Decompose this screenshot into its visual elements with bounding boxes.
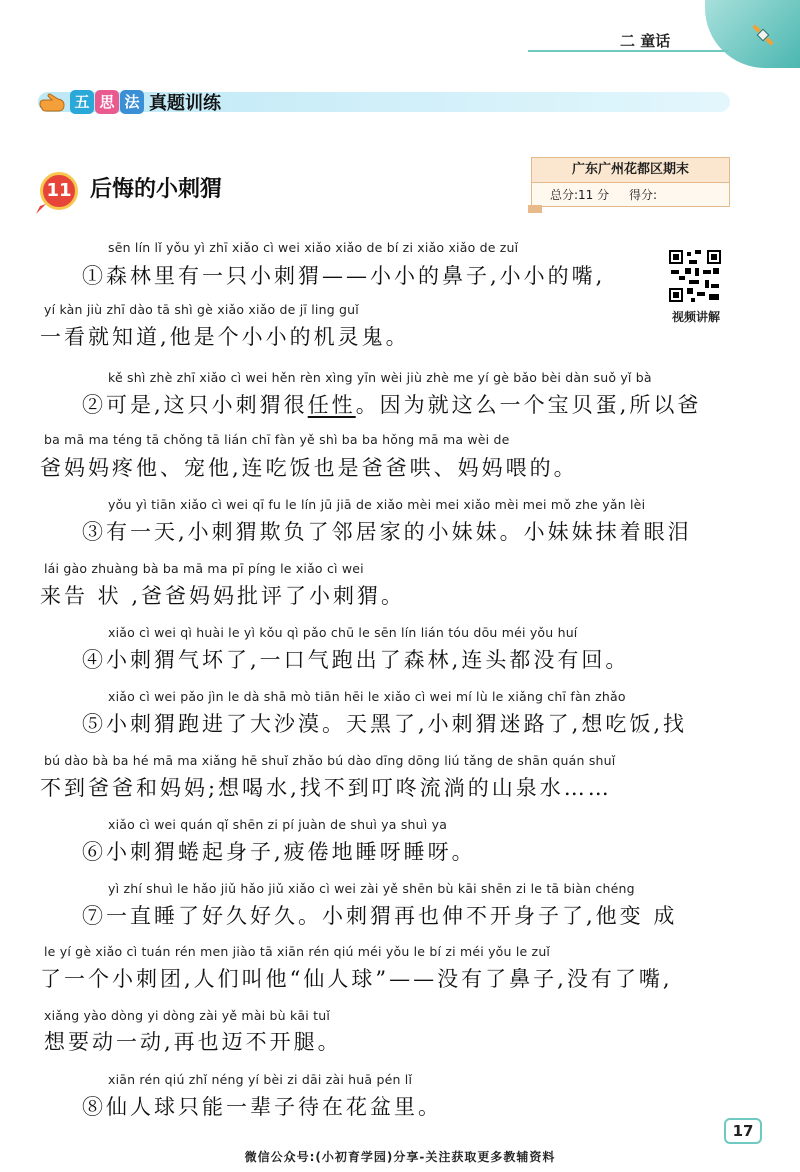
chapter-title: 二 童话 <box>620 32 671 50</box>
text-line: ⑦一直睡了好久好久。小刺猬再也伸不开身子了,他变 成 <box>82 904 678 928</box>
qr-code-icon[interactable] <box>667 248 723 304</box>
underlined-word: 任性 <box>307 393 356 417</box>
pinyin-line: sēn lín lǐ yǒu yì zhī xiǎo cì wei xiǎo xiǎo de bí zi xiǎo xiǎo de zuǐ <box>108 240 519 255</box>
score-label: 得分: <box>628 188 658 202</box>
pin-tail-icon <box>36 204 46 214</box>
pinyin-line: xiǎo cì wei pǎo jìn le dà shā mò tiān hēi le xiǎo cì wei mí lù le xiǎng chī fàn zhǎo <box>108 689 626 704</box>
text-line <box>82 389 701 419</box>
pinyin-line: xiǎo cì wei qì huài le yì kǒu qì pǎo chū le sēn lín lián tóu dōu méi yǒu huí <box>108 625 578 640</box>
qr-label: 视频讲解 <box>671 310 720 324</box>
text-line: 一看就知道,他是个小小的机灵鬼。 <box>40 325 410 349</box>
text-line: ⑥小刺猬蜷起身子,疲倦地睡呀睡呀。 <box>82 840 476 864</box>
text-segment: 。因为就这么一个宝贝蛋,所以爸 <box>355 393 702 417</box>
score-box-tab <box>528 205 542 213</box>
pinyin-line: xiǎng yào dòng yi dòng zài yě mài bù kāi tuǐ <box>44 1008 330 1023</box>
exam-source: 广东广州花都区期末 <box>532 158 729 183</box>
badge-char: 法 <box>120 90 144 114</box>
score-box <box>531 157 730 207</box>
pinyin-line: xiān rén qiú zhǐ néng yí bèi zi dāi zài huā pén lǐ <box>108 1072 413 1087</box>
lesson-title: 后悔的小刺猬 <box>90 177 223 202</box>
pointing-hand-icon <box>38 92 68 114</box>
page-number: 17 <box>724 1118 762 1144</box>
pinyin-line: ba mā ma téng tā chǒng tā lián chī fàn yě shì ba ba hǒng mā ma wèi de <box>44 432 510 447</box>
text-line: 想要动一动,再也迈不开腿。 <box>44 1030 342 1054</box>
pinyin-line: kě shì zhè zhī xiǎo cì wei hěn rèn xìng yīn wèi jiù zhè me yí gè bǎo bèi dàn suǒ yǐ bà <box>108 370 652 385</box>
text-line: ①森林里有一只小刺猬——小小的鼻子,小小的嘴, <box>82 264 606 288</box>
pinyin-line: yì zhí shuì le hǎo jiǔ hǎo jiǔ xiǎo cì wei zài yě shēn bù kāi shēn zi le tā biàn chéng <box>108 881 635 896</box>
text-line: ⑧仙人球只能一辈子待在花盆里。 <box>82 1095 442 1119</box>
lesson-number: 11 <box>40 172 78 210</box>
total-score: 总分:11 分 <box>550 188 610 202</box>
pinyin-line: xiǎo cì wei quán qǐ shēn zi pí juàn de shuì ya shuì ya <box>108 817 448 832</box>
text-line: 爸妈妈疼他、宠他,连吃饭也是爸爸哄、妈妈喂的。 <box>40 456 578 480</box>
pinyin-line: le yí gè xiǎo cì tuán rén men jiào tā xiān rén qiú méi yǒu le bí zi méi yǒu le zuǐ <box>44 944 551 959</box>
banner-title: 真题训练 <box>149 93 221 114</box>
text-line: ⑤小刺猬跑进了大沙漠。天黑了,小刺猬迷路了,想吃饭,找 <box>82 712 688 736</box>
satellite-icon <box>748 20 778 50</box>
pinyin-line: bú dào bà ba hé mā ma xiǎng hē shuǐ zhǎo bú dào dīng dōng liú tǎng de shān quán shuǐ <box>44 753 616 768</box>
method-badge <box>70 89 221 115</box>
text-line: 来告 状 ,爸爸妈妈批评了小刺猬。 <box>40 584 406 608</box>
pinyin-line: lái gào zhuàng bà ba mā ma pī píng le xiǎo cì wei <box>44 561 364 576</box>
pinyin-line: yí kàn jiù zhī dào tā shì gè xiǎo xiǎo de jī ling guǐ <box>44 302 359 317</box>
text-line: ③有一天,小刺猬欺负了邻居家的小妹妹。小妹妹抹着眼泪 <box>82 520 692 544</box>
score-row <box>532 183 729 207</box>
pinyin-line: yǒu yì tiān xiǎo cì wei qī fu le lín jū jiā de xiǎo mèi mei xiǎo mèi mei mǒ zhe yǎn lèi <box>108 497 646 512</box>
footer-note: 微信公众号:(小初育学园)分享-关注获取更多教辅资料 <box>244 1150 556 1164</box>
text-line: 了一个小刺团,人们叫他“仙人球”——没有了鼻子,没有了嘴, <box>40 967 673 991</box>
text-segment: ②可是,这只小刺猬很 <box>82 393 308 417</box>
text-line: 不到爸爸和妈妈;想喝水,找不到叮咚流淌的山泉水…… <box>40 776 612 800</box>
chapter-divider <box>528 50 728 52</box>
badge-char: 五 <box>70 90 94 114</box>
text-line: ④小刺猬气坏了,一口气跑出了森林,连头都没有回。 <box>82 648 630 672</box>
badge-char: 思 <box>95 90 119 114</box>
